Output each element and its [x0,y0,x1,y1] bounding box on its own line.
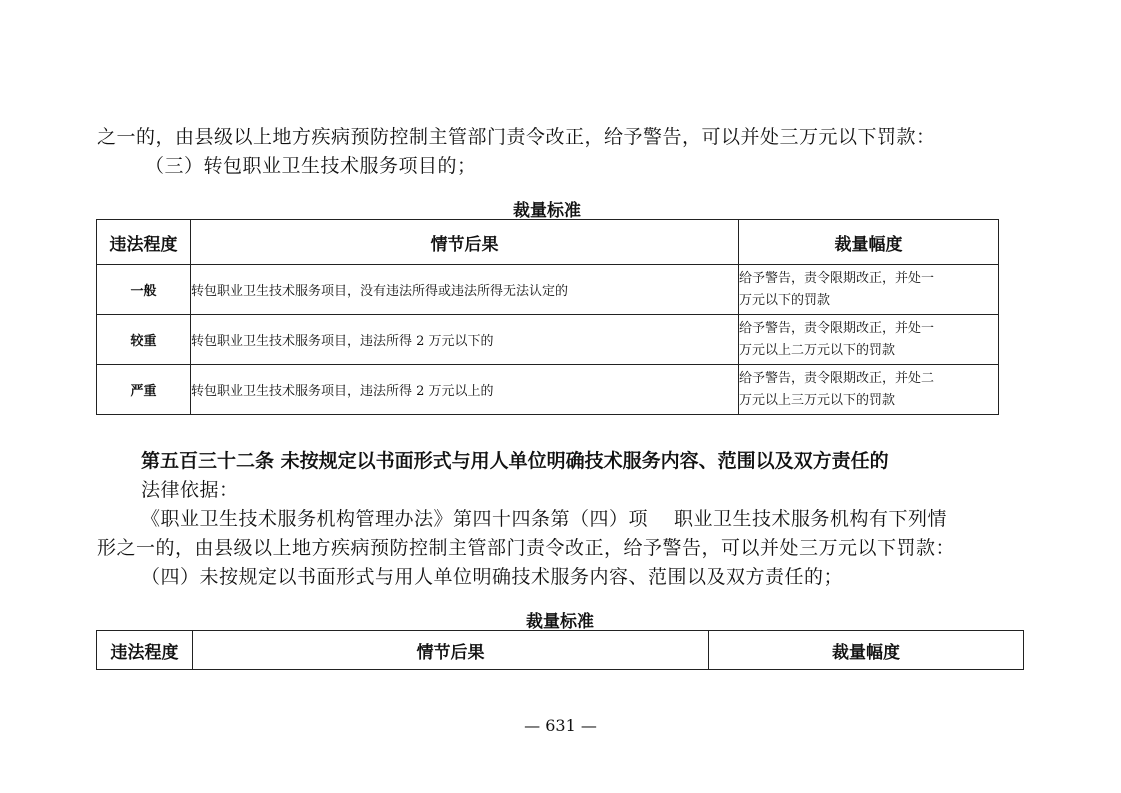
table1-header-row [97,220,999,265]
legal-basis-line: 形之一的，由县级以上地方疾病预防控制主管部门责令改正，给予警告，可以并处三万元以下罚款： [97,537,956,559]
table2 [96,630,1024,670]
table2-header-row [97,631,1024,670]
table1-caption: 裁量标准 [513,201,581,221]
penalty-line: 万元以上三万元以下的罚款 [739,392,896,408]
penalty-line: 给予警告，责令限期改正，并处一 [739,270,935,286]
condition-cell: 转包职业卫生技术服务项目，没有违法所得或违法所得无法认定的 [191,265,739,315]
table-row [97,265,999,315]
penalty-cell [739,315,999,365]
level-cell: 严重 [97,365,191,415]
page-number: — 631 — [524,716,597,735]
penalty-cell [739,265,999,315]
table-row [97,365,999,415]
item-four-text: （四）未按规定以书面形式与用人单位明确技术服务内容、范围以及双方责任的； [141,566,844,588]
level-cell: 一般 [97,265,191,315]
condition-cell: 转包职业卫生技术服务项目，违法所得 2 万元以下的 [191,315,739,365]
header-penalty: 裁量幅度 [709,631,1024,670]
level-cell: 较重 [97,315,191,365]
header-level: 违法程度 [97,631,193,670]
header-level: 违法程度 [97,220,191,265]
table-row [97,315,999,365]
penalty-line: 给予警告，责令限期改正，并处一 [739,320,935,336]
condition-cell: 转包职业卫生技术服务项目，违法所得 2 万元以上的 [191,365,739,415]
penalty-line: 万元以上二万元以下的罚款 [739,342,896,358]
paragraph-line: 之一的，由县级以上地方疾病预防控制主管部门责令改正，给予警告，可以并处三万元以下罚款： [97,126,936,148]
header-condition: 情节后果 [193,631,709,670]
header-penalty: 裁量幅度 [739,220,999,265]
penalty-cell [739,365,999,415]
penalty-line: 万元以下的罚款 [739,292,831,308]
article-title: 第五百三十二条 未按规定以书面形式与用人单位明确技术服务内容、范围以及双方责任的 [141,450,889,472]
penalty-line: 给予警告，责令限期改正，并处二 [739,370,935,386]
header-condition: 情节后果 [191,220,739,265]
legal-basis-label: 法律依据： [141,479,239,501]
item-three-text: （三）转包职业卫生技术服务项目的； [145,155,477,177]
table2-caption: 裁量标准 [526,612,594,632]
legal-basis-line: 《职业卫生技术服务机构管理办法》第四十四条第（四）项 职业卫生技术服务机构有下列情 [141,508,948,530]
table1 [96,219,999,415]
